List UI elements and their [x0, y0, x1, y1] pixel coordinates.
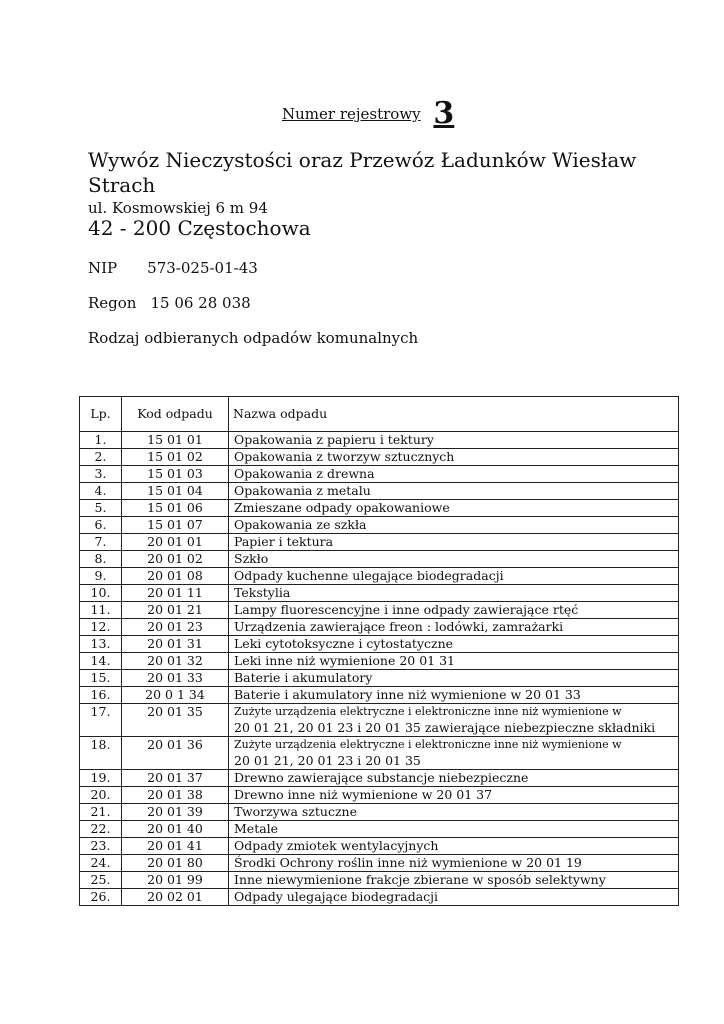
table-row — [80, 704, 679, 737]
table-row — [80, 770, 679, 787]
row-code: 15 01 03 — [122, 466, 229, 483]
table-row — [80, 872, 679, 889]
nip-value: 573-025-01-43 — [147, 259, 258, 277]
row-code: 20 01 01 — [122, 534, 229, 551]
row-name: Opakowania z drewna — [229, 466, 679, 483]
row-name: Odpady ulegające biodegradacji — [229, 889, 679, 906]
table-row — [80, 466, 679, 483]
table-row — [80, 653, 679, 670]
row-lp: 1. — [80, 432, 122, 449]
row-code: 15 01 01 — [122, 432, 229, 449]
row-code: 20 01 11 — [122, 585, 229, 602]
row-code: 20 01 23 — [122, 619, 229, 636]
table-row — [80, 636, 679, 653]
company-street: ul. Kosmowskiej 6 m 94 — [88, 199, 268, 217]
table-row — [80, 602, 679, 619]
table-row — [80, 500, 679, 517]
regon-line — [88, 294, 251, 312]
row-name: Opakowania z papieru i tektury — [229, 432, 679, 449]
row-code: 20 01 36 — [122, 737, 229, 770]
table-row — [80, 432, 679, 449]
table-row — [80, 483, 679, 500]
row-name-rest: 20 01 21, 20 01 23 i 20 01 35 zawierające niebezpieczne składniki — [234, 720, 656, 735]
row-code: 20 01 21 — [122, 602, 229, 619]
row-lp: 11. — [80, 602, 122, 619]
row-code: 20 01 33 — [122, 670, 229, 687]
row-code: 20 01 37 — [122, 770, 229, 787]
row-lp: 25. — [80, 872, 122, 889]
row-lp: 4. — [80, 483, 122, 500]
row-code: 20 0 1 34 — [122, 687, 229, 704]
row-name: Metale — [229, 821, 679, 838]
register-heading — [282, 92, 455, 131]
table-row — [80, 787, 679, 804]
row-name-line1: Zużyte urządzenia elektryczne i elektroniczne inne niż wymienione w — [234, 738, 622, 751]
table-row — [80, 821, 679, 838]
row-name: Drewno inne niż wymienione w 20 01 37 — [229, 787, 679, 804]
row-name: Lampy fluorescencyjne i inne odpady zawierające rtęć — [229, 602, 679, 619]
row-code: 15 01 06 — [122, 500, 229, 517]
table-row — [80, 534, 679, 551]
row-name: Opakowania z tworzyw sztucznych — [229, 449, 679, 466]
table-row — [80, 737, 679, 770]
register-number: 3 — [433, 96, 455, 131]
row-lp: 20. — [80, 787, 122, 804]
row-name: Drewno zawierające substancje niebezpieczne — [229, 770, 679, 787]
row-lp: 23. — [80, 838, 122, 855]
waste-types-heading: Rodzaj odbieranych odpadów komunalnych — [88, 329, 419, 347]
row-name: Szkło — [229, 551, 679, 568]
row-lp: 19. — [80, 770, 122, 787]
row-name: Tworzywa sztuczne — [229, 804, 679, 821]
row-lp: 26. — [80, 889, 122, 906]
row-lp: 13. — [80, 636, 122, 653]
row-lp: 14. — [80, 653, 122, 670]
row-lp: 10. — [80, 585, 122, 602]
row-name — [229, 737, 679, 770]
row-name: Baterie i akumulatory inne niż wymienione w 20 01 33 — [229, 687, 679, 704]
company-city: 42 - 200 Częstochowa — [88, 216, 311, 240]
table-header-row — [80, 397, 679, 432]
row-lp: 21. — [80, 804, 122, 821]
table-row — [80, 517, 679, 534]
row-code: 20 01 39 — [122, 804, 229, 821]
row-lp: 12. — [80, 619, 122, 636]
row-code: 20 01 80 — [122, 855, 229, 872]
table-row — [80, 889, 679, 906]
row-name: Inne niewymienione frakcje zbierane w sposób selektywny — [229, 872, 679, 889]
table-row — [80, 855, 679, 872]
row-code: 20 01 32 — [122, 653, 229, 670]
row-lp: 15. — [80, 670, 122, 687]
row-lp: 7. — [80, 534, 122, 551]
row-code: 15 01 07 — [122, 517, 229, 534]
header-name: Nazwa odpadu — [229, 397, 679, 432]
row-lp: 24. — [80, 855, 122, 872]
row-code: 20 01 40 — [122, 821, 229, 838]
row-name: Urządzenia zawierające freon : lodówki, zamrażarki — [229, 619, 679, 636]
row-name — [229, 704, 679, 737]
row-code: 20 01 02 — [122, 551, 229, 568]
row-name-line1: Zużyte urządzenia elektryczne i elektroniczne inne niż wymienione w — [234, 705, 622, 718]
row-code: 20 01 38 — [122, 787, 229, 804]
table-row — [80, 687, 679, 704]
table-row — [80, 449, 679, 466]
row-lp: 3. — [80, 466, 122, 483]
table-row — [80, 619, 679, 636]
row-code: 20 02 01 — [122, 889, 229, 906]
row-lp: 5. — [80, 500, 122, 517]
nip-label: NIP — [88, 259, 118, 277]
row-lp: 18. — [80, 737, 122, 770]
row-name: Opakowania z metalu — [229, 483, 679, 500]
row-lp: 8. — [80, 551, 122, 568]
table-row — [80, 804, 679, 821]
table-row — [80, 838, 679, 855]
row-lp: 16. — [80, 687, 122, 704]
row-name: Zmieszane odpady opakowaniowe — [229, 500, 679, 517]
row-name: Baterie i akumulatory — [229, 670, 679, 687]
row-code: 20 01 08 — [122, 568, 229, 585]
row-name: Odpady zmiotek wentylacyjnych — [229, 838, 679, 855]
table-row — [80, 585, 679, 602]
row-code: 20 01 41 — [122, 838, 229, 855]
row-name: Leki cytotoksyczne i cytostatyczne — [229, 636, 679, 653]
row-name: Odpady kuchenne ulegające biodegradacji — [229, 568, 679, 585]
table-row — [80, 568, 679, 585]
row-code: 20 01 99 — [122, 872, 229, 889]
nip-line — [88, 259, 258, 277]
row-code: 15 01 02 — [122, 449, 229, 466]
row-name: Opakowania ze szkła — [229, 517, 679, 534]
row-code: 20 01 35 — [122, 704, 229, 737]
row-name: Leki inne niż wymienione 20 01 31 — [229, 653, 679, 670]
header-lp: Lp. — [80, 397, 122, 432]
table-row — [80, 551, 679, 568]
row-name-rest: 20 01 21, 20 01 23 i 20 01 35 — [234, 753, 421, 768]
row-code: 15 01 04 — [122, 483, 229, 500]
row-name: Tekstylia — [229, 585, 679, 602]
row-lp: 6. — [80, 517, 122, 534]
regon-label: Regon — [88, 294, 137, 312]
table-row — [80, 670, 679, 687]
row-lp: 22. — [80, 821, 122, 838]
row-name: Środki Ochrony roślin inne niż wymienione w 20 01 19 — [229, 855, 679, 872]
row-code: 20 01 31 — [122, 636, 229, 653]
register-label: Numer rejestrowy — [282, 105, 421, 123]
row-name: Papier i tektura — [229, 534, 679, 551]
header-code: Kod odpadu — [122, 397, 229, 432]
row-lp: 2. — [80, 449, 122, 466]
row-lp: 9. — [80, 568, 122, 585]
waste-table — [79, 396, 679, 906]
regon-value: 15 06 28 038 — [150, 294, 251, 312]
company-name: Wywóz Nieczystości oraz Przewóz Ładunków Wiesław Strach — [88, 148, 637, 197]
row-lp: 17. — [80, 704, 122, 737]
table-body — [80, 432, 679, 906]
